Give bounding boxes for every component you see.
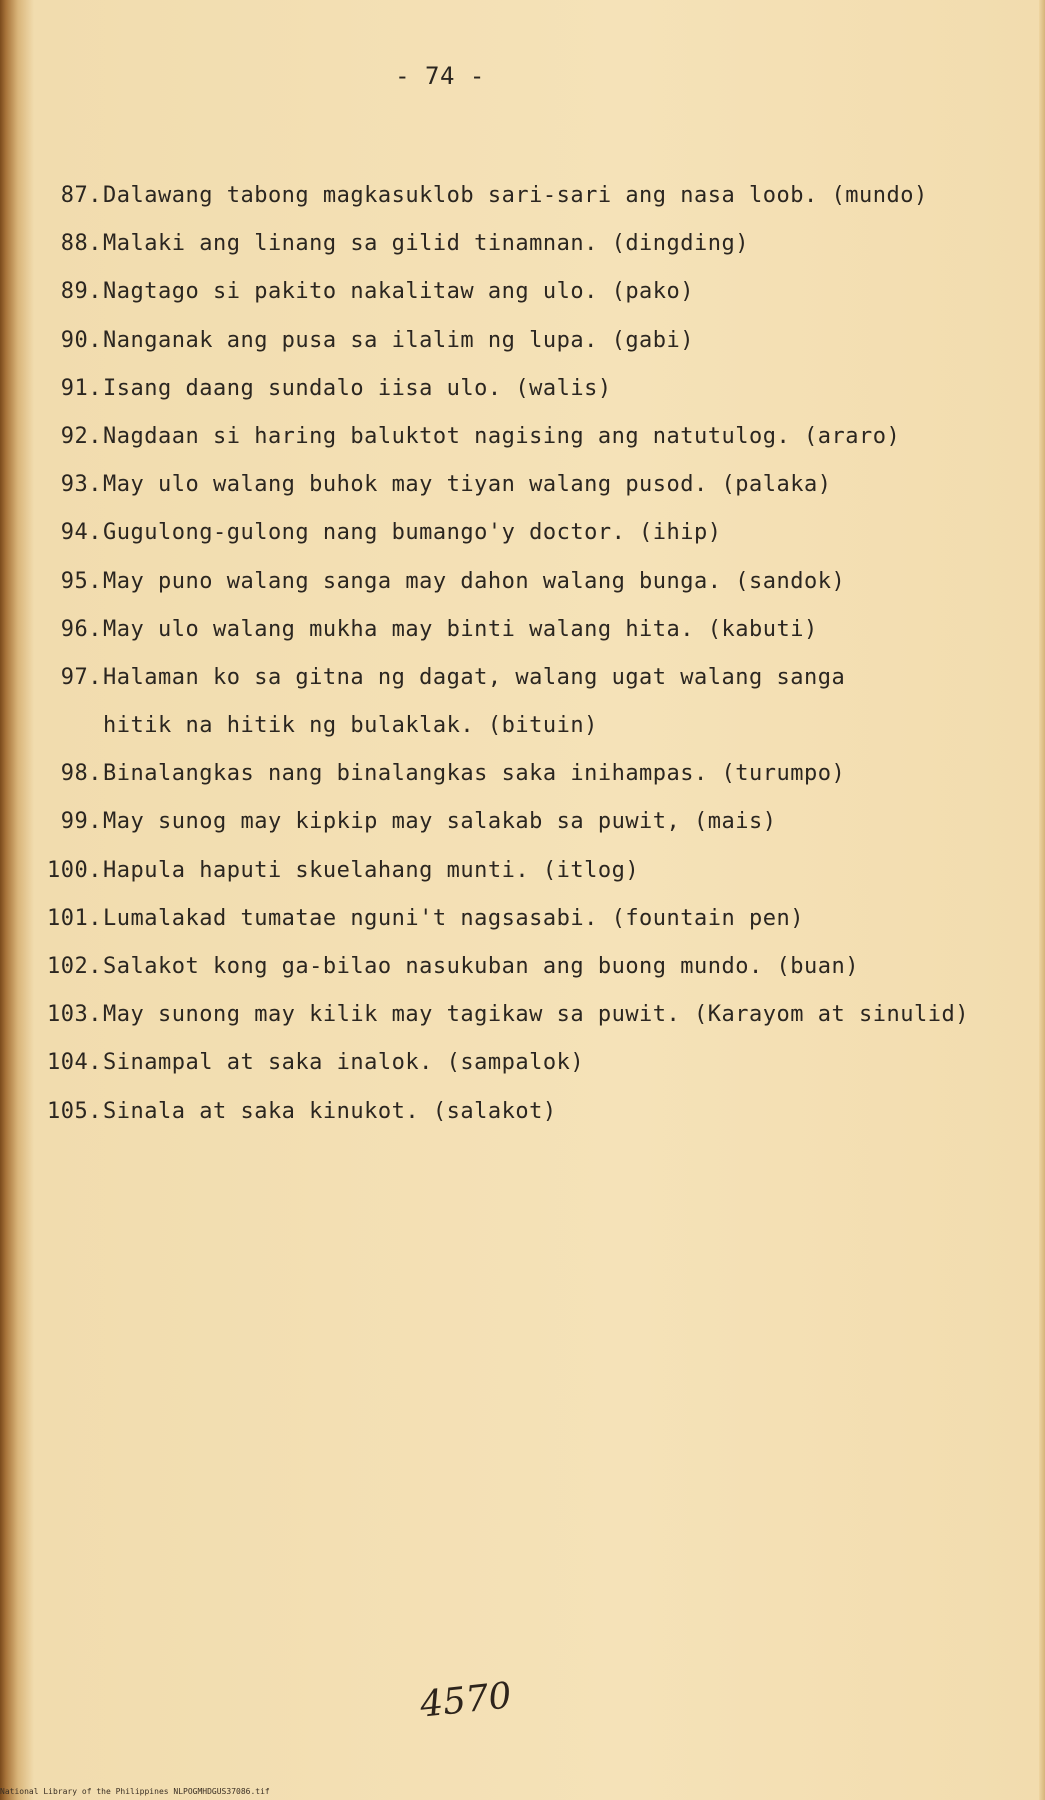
item-text: Salakot kong ga-bilao nasukuban ang buong mundo. (buan)	[103, 954, 859, 980]
list-item	[0, 365, 1045, 413]
item-number: 90.	[60, 327, 102, 353]
list-item	[0, 172, 1045, 220]
item-number: 96.	[60, 616, 102, 642]
item-number: 97.	[60, 664, 102, 690]
riddle-list	[0, 172, 1045, 1136]
item-text: Gugulong-gulong nang bumango'y doctor. (ihip)	[103, 520, 722, 546]
list-item	[0, 1039, 1045, 1087]
list-item	[0, 413, 1045, 461]
list-item	[0, 461, 1045, 509]
item-text: Sinala at saka kinukot. (salakot)	[103, 1098, 557, 1124]
list-item	[0, 509, 1045, 557]
item-number: 94.	[60, 520, 102, 546]
item-number: 105.	[47, 1098, 102, 1124]
list-item	[0, 220, 1045, 268]
item-number: 91.	[60, 375, 102, 401]
item-number: 104.	[47, 1050, 102, 1076]
item-text: May puno walang sanga may dahon walang bunga. (sandok)	[103, 568, 846, 594]
item-number: 103.	[47, 1002, 102, 1028]
list-item	[0, 558, 1045, 606]
archive-footer: National Library of the Philippines NLPOGMHDGUS37086.tif	[0, 1787, 270, 1796]
item-number: 93.	[60, 472, 102, 498]
list-item	[0, 606, 1045, 654]
item-number: 92.	[60, 423, 102, 449]
item-number: 100.	[47, 857, 102, 883]
item-number: 89.	[60, 279, 102, 305]
item-number: 99.	[60, 809, 102, 835]
list-item	[0, 268, 1045, 316]
item-text: Nagdaan si haring baluktot nagising ang natutulog. (araro)	[103, 423, 901, 449]
item-number: 98.	[60, 761, 102, 787]
item-text: May sunog may kipkip may salakab sa puwit, (mais)	[103, 809, 777, 835]
list-item	[0, 991, 1045, 1039]
list-item	[0, 943, 1045, 991]
list-item	[0, 317, 1045, 365]
item-number: 101.	[47, 905, 102, 931]
item-text: Nanganak ang pusa sa ilalim ng lupa. (gabi)	[103, 327, 695, 353]
item-text-continued: hitik na hitik ng bulaklak. (bituin)	[103, 713, 598, 739]
list-item	[0, 895, 1045, 943]
item-number: 102.	[47, 954, 102, 980]
item-text: May sunong may kilik may tagikaw sa puwit. (Karayom at sinulid)	[103, 1002, 969, 1028]
item-text: Lumalakad tumatae nguni't nagsasabi. (fountain pen)	[103, 905, 805, 931]
list-item	[0, 798, 1045, 846]
item-text: May ulo walang buhok may tiyan walang pusod. (palaka)	[103, 472, 832, 498]
item-number: 87.	[60, 183, 102, 208]
item-number: 88.	[60, 231, 102, 257]
list-item	[0, 654, 1045, 750]
item-number: 95.	[60, 568, 102, 594]
page-number: - 74 -	[395, 62, 485, 90]
item-text: Sinampal at saka inalok. (sampalok)	[103, 1050, 585, 1076]
item-text: Binalangkas nang binalangkas saka inihampas. (turumpo)	[103, 761, 846, 787]
item-text: Isang daang sundalo iisa ulo. (walis)	[103, 375, 612, 401]
item-text: May ulo walang mukha may binti walang hita. (kabuti)	[103, 616, 818, 642]
item-text: Nagtago si pakito nakalitaw ang ulo. (pako)	[103, 279, 695, 305]
item-text: Malaki ang linang sa gilid tinamnan. (dingding)	[103, 231, 750, 257]
item-text: Halaman ko sa gitna ng dagat, walang ugat walang sanga	[103, 664, 846, 690]
handwritten-signature: 4570	[418, 1675, 514, 1726]
item-text: Hapula haputi skuelahang munti. (itlog)	[103, 857, 640, 883]
list-item	[0, 847, 1045, 895]
item-text: Dalawang tabong magkasuklob sari-sari ang nasa loob. (mundo)	[103, 183, 928, 208]
list-item	[0, 750, 1045, 798]
list-item	[0, 1088, 1045, 1136]
